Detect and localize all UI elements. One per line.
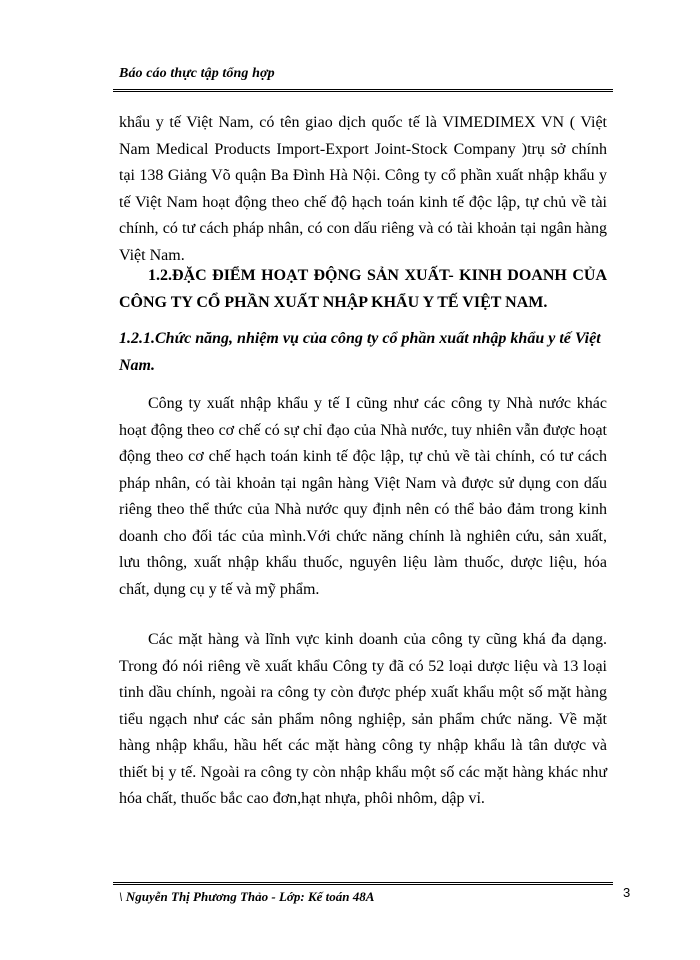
paragraph-3: Các mặt hàng và lĩnh vực kinh doanh của công ty cũng khá đa dạng. Trong đó nói riêng về xuất khẩu Công ty đã có 52 loại dược liệu và 13 loại tinh dầu chính, ngoài ra công ty còn được phép xuất khẩu một số mặt hàng tiểu ngạch như các sản phẩm nông nghiệp, sản phẩm chức năng. Về mặt hàng nhập khẩu, hầu hết các mặt hàng công ty nhập khẩu là tân dược và thiết bị y tế. Ngoài ra công ty còn nhập khẩu một số các mặt hàng khác như hóa chất, thuốc bắc cao đơn,hạt nhựa, phôi nhôm, dập vỉ.	[119, 631, 607, 807]
section-heading: 1.2.ĐẶC ĐIỂM HOẠT ĐỘNG SẢN XUẤT- KINH DOANH CỦA CÔNG TY CỔ PHẦN XUẤT NHẬP KHẨU Y TẾ VIỆT NAM.	[119, 267, 607, 311]
paragraph-2: Công ty xuất nhập khẩu y tế I cũng như các công ty Nhà nước khác hoạt động theo cơ chế có sự chỉ đạo của Nhà nước, tuy nhiên vẫn được hoạt động theo cơ chế hạch toán kinh tế độc lập, tự chủ về tài chính, có tư cách pháp nhân, có tài khoản tại ngân hàng Việt Nam và được sử dụng con dấu riêng theo thể thức của Nhà nước quy định nên có thể bảo đảm trong kinh doanh cho đối tác của mình.Với chức năng chính là nghiên cứu, sản xuất, lưu thông, xuất nhập khẩu thuốc, nguyên liệu làm thuốc, dược liệu, hóa chất, dụng cụ y tế và mỹ phẩm.	[119, 395, 607, 598]
subsection-heading: 1.2.1.Chức năng, nhiệm vụ của công ty cổ phần xuất nhập khẩu y tế Việt Nam.	[119, 330, 601, 374]
header-title: Báo cáo thực tập tổng hợp	[119, 66, 275, 81]
paragraph-1: khẩu y tế Việt Nam, có tên giao dịch quốc tế là VIMEDIMEX VN ( Việt Nam Medical Products Import-Export Joint-Stock Company )trụ sở chính tại 138 Giảng Võ quận Ba Đình Hà Nội. Công ty cổ phần xuất nhập khẩu y tế Việt Nam hoạt động theo chế độ hạch toán kinh tế độc lập, tự chủ về tài chính, có tư cách pháp nhân, có con dấu riêng và có tài khoản tại ngân hàng Việt Nam.	[119, 114, 607, 264]
footer-rule	[113, 882, 613, 885]
header-rule	[113, 89, 613, 92]
page-number: 3	[623, 885, 631, 900]
footer-author: \ Nguyễn Thị Phương Thảo - Lớp: Kế toán 48A	[119, 889, 375, 904]
